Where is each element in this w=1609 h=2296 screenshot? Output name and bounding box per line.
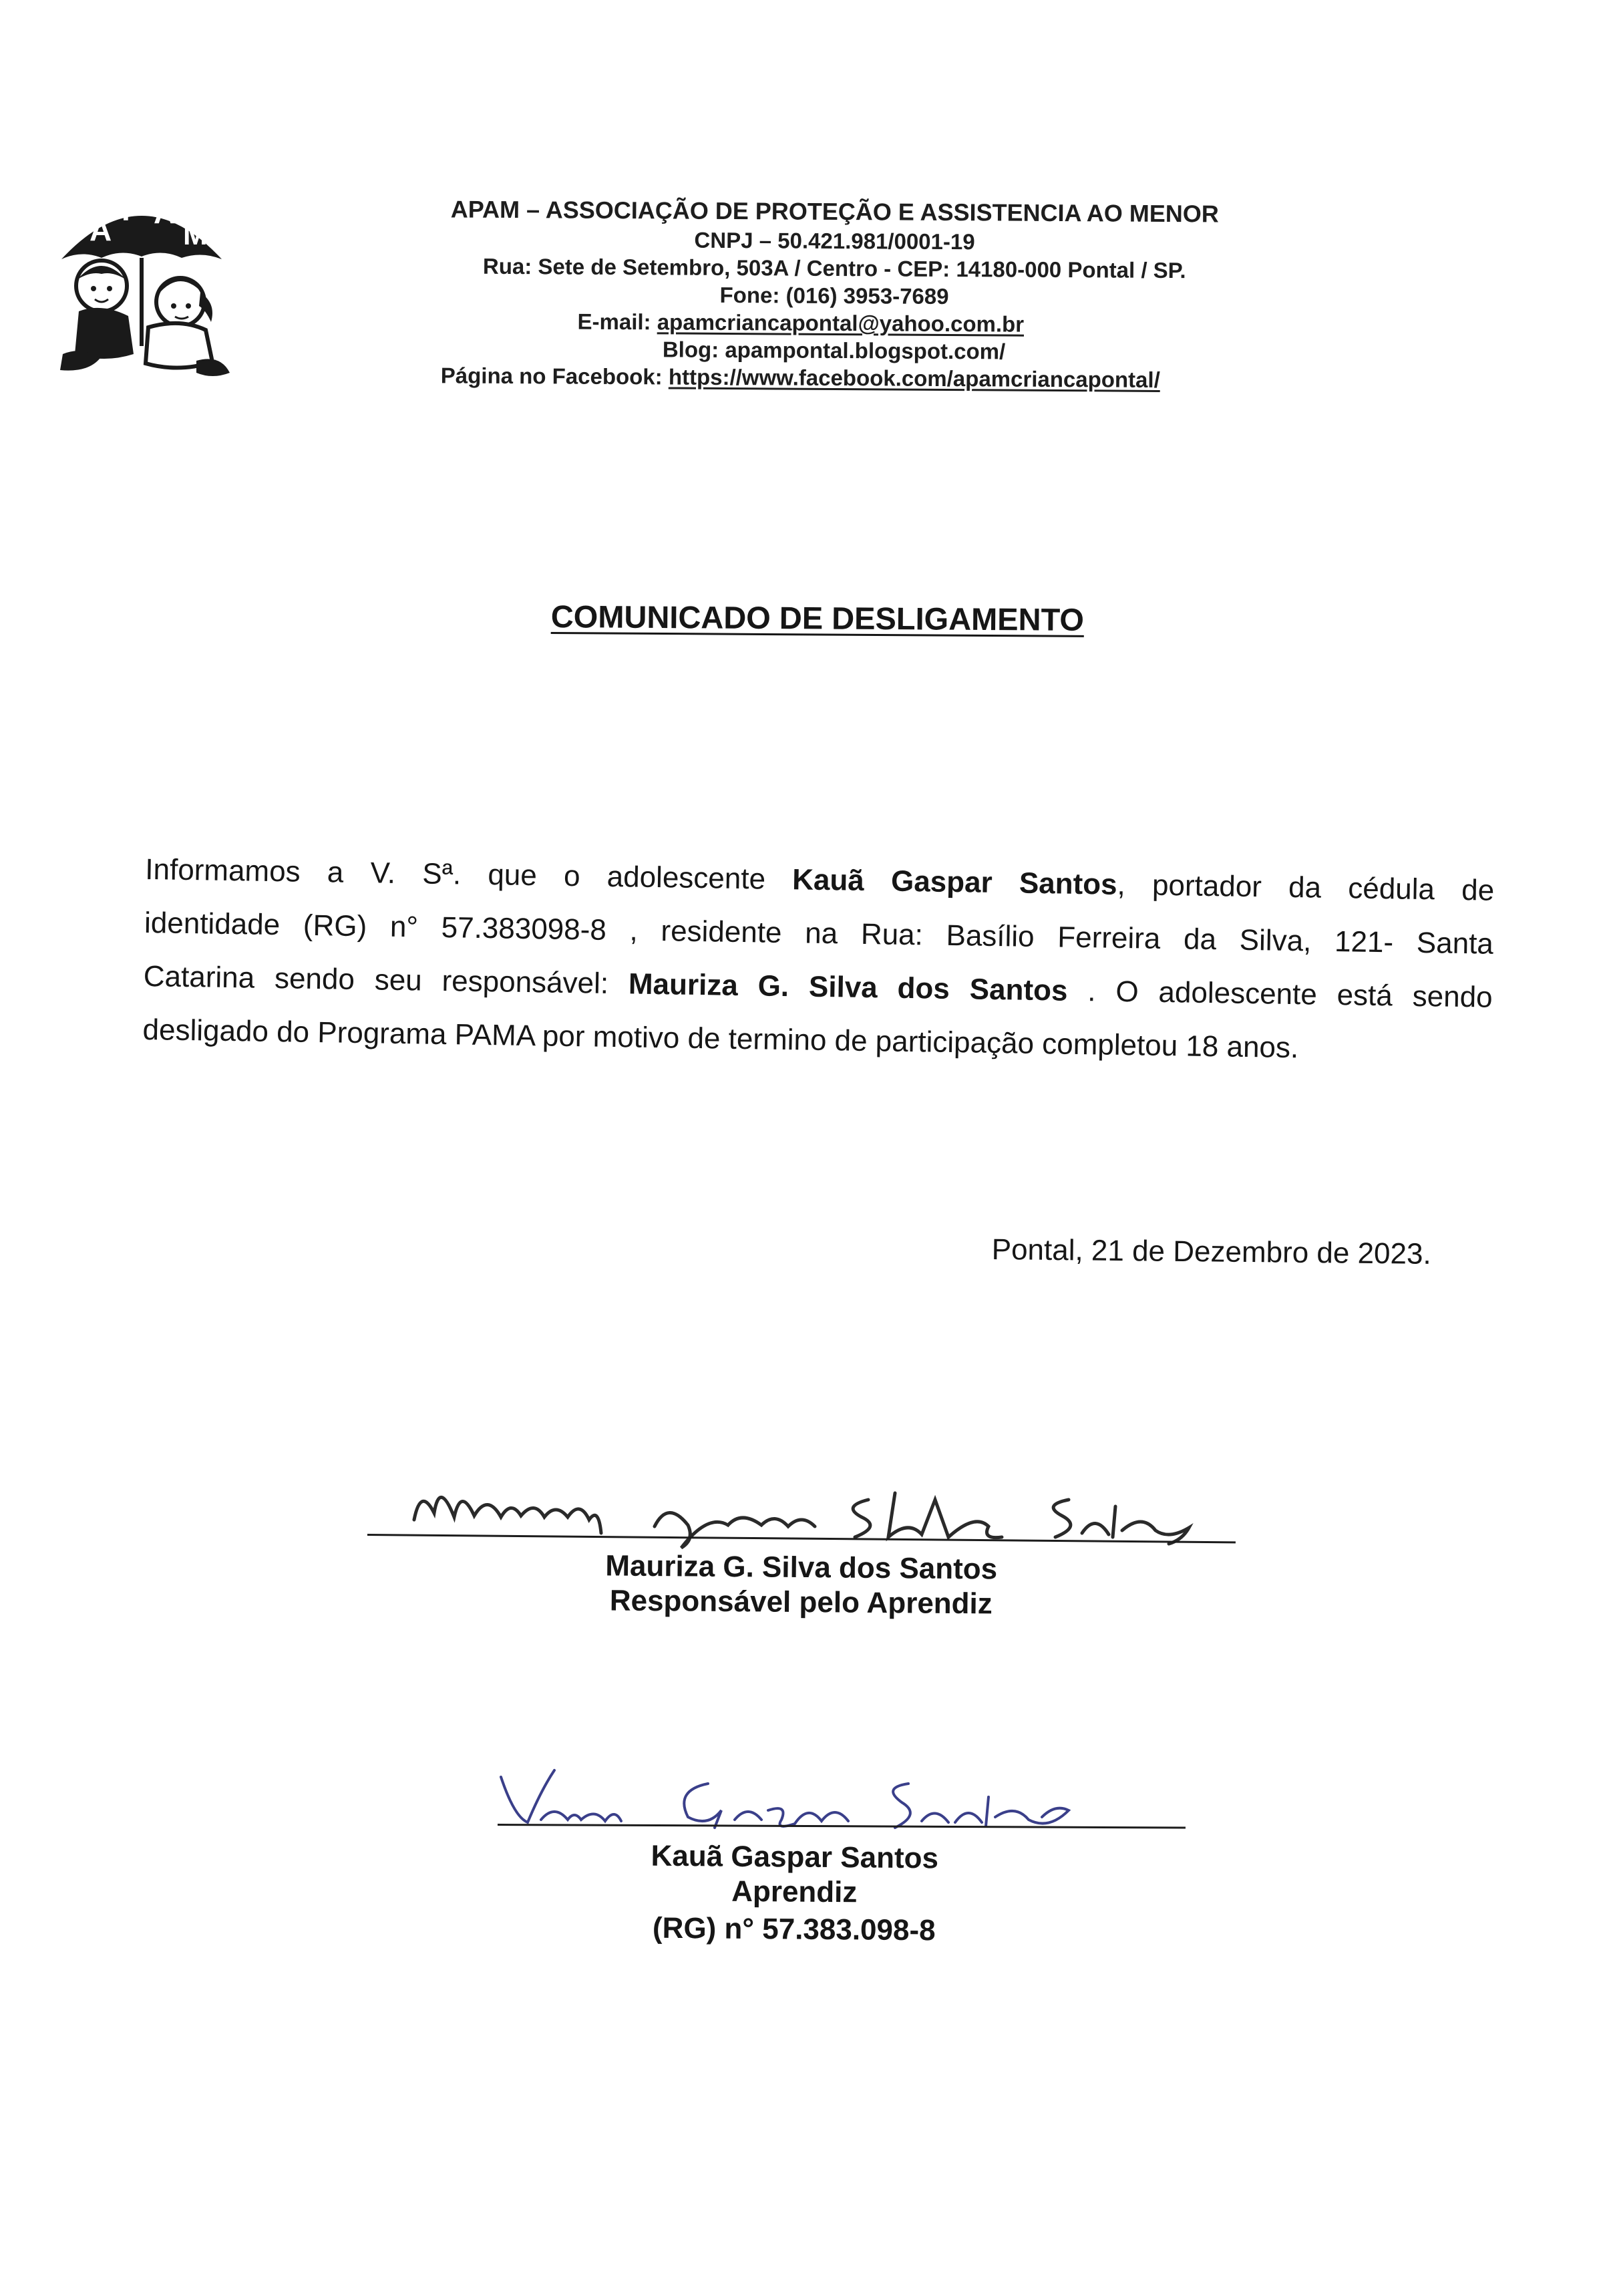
- org-email-line: [367, 307, 1235, 339]
- adolescent-name: Kauã Gaspar Santos: [791, 863, 1117, 901]
- org-phone: Fone: (016) 3953-7689: [719, 282, 949, 309]
- apprentice-rg: (RG) n° 57.383.098-8: [652, 1911, 936, 1947]
- body-line-2: identidade (RG) n° 57.383098-8 , residente na Rua: Basílio Ferreira da Silva, 121- Santa: [144, 906, 1494, 961]
- signature-guardian: [401, 1473, 1202, 1560]
- org-name: APAM – ASSOCIAÇÃO DE PROTEÇÃO E ASSISTENCIA AO MENOR: [450, 195, 1220, 228]
- email-link[interactable]: apamcriancapontal@yahoo.com.br: [657, 309, 1025, 337]
- document-date: Pontal, 21 de Dezembro de 2023.: [991, 1233, 1431, 1271]
- guardian-signature-name: Mauriza G. Silva dos Santos: [605, 1549, 998, 1586]
- body-line-1: Informamos a V. Sª. que o adolescente Kauã Gaspar Santos, portador da cédula de: [144, 852, 1495, 907]
- apam-logo: [48, 179, 235, 386]
- org-address: Rua: Sete de Setembro, 503A / Centro - CEP: 14180-000 Pontal / SP.: [482, 253, 1186, 283]
- facebook-label: Página no Facebook:: [440, 363, 663, 389]
- body-line-4: desligado do Programa PAMA por motivo de termino de participação completou 18 anos.: [142, 1013, 1299, 1065]
- email-label: E-mail:: [577, 309, 651, 335]
- svg-text:A: A: [154, 195, 176, 230]
- facebook-link[interactable]: https://www.facebook.com/apamcriancapontal/: [668, 364, 1160, 392]
- body-line-3: Catarina sendo seu responsável: Mauriza G. Silva dos Santos . O adolescente está sendo: [143, 959, 1493, 1014]
- signature-block-apprentice: [600, 1838, 989, 1949]
- body-paragraph: [142, 843, 1495, 1078]
- guardian-signature-role: Responsável pelo Aprendiz: [609, 1584, 993, 1621]
- org-blog: Blog: apampontal.blogspot.com/: [662, 337, 1006, 364]
- svg-text:A: A: [90, 212, 112, 247]
- org-cnpj: CNPJ – 50.421.981/0001-19: [694, 227, 975, 255]
- org-facebook-line: [366, 361, 1234, 394]
- apprentice-signature-role: Aprendiz: [731, 1874, 858, 1909]
- svg-text:M: M: [183, 218, 208, 251]
- svg-text:P: P: [122, 192, 142, 227]
- letterhead: [399, 194, 1269, 394]
- document-title: COMUNICADO DE DESLIGAMENTO: [550, 599, 1085, 637]
- apprentice-signature-name: Kauã Gaspar Santos: [651, 1839, 939, 1875]
- signature-block-guardian: [574, 1548, 1029, 1622]
- guardian-name: Mauriza G. Silva dos Santos: [628, 967, 1068, 1007]
